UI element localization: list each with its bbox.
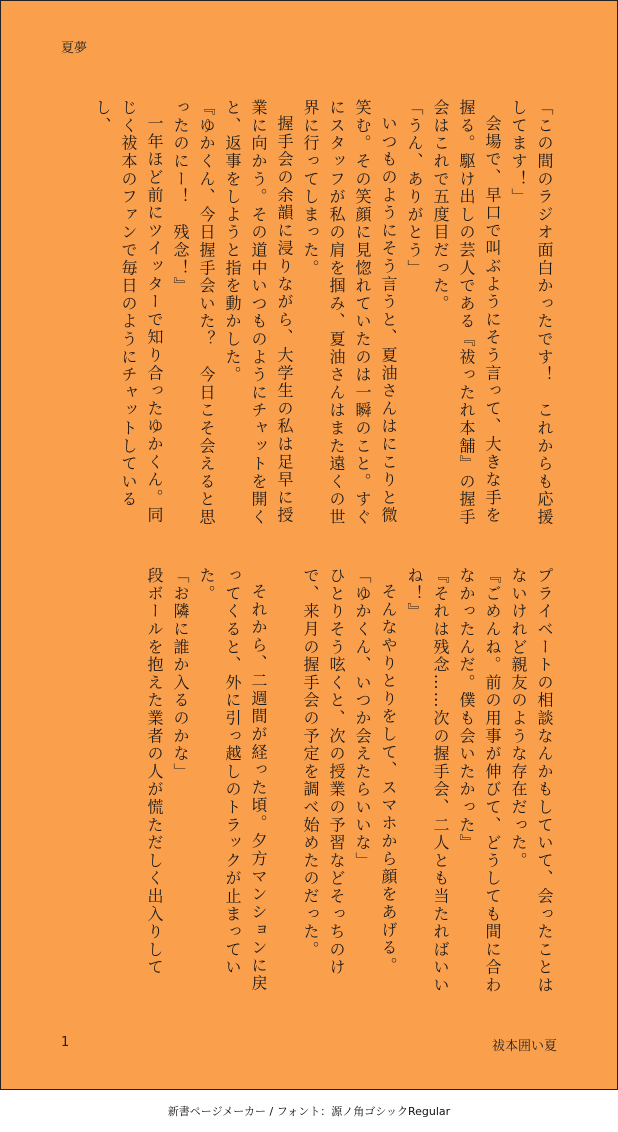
paragraph: そんなやりとりをして、スマホから顔をあげる。 [379, 583, 398, 975]
paragraph: それから、二週間が経った頃。夕方マンションに戻ってくると、外に引っ越しのトラックが止まっていた。 [197, 567, 268, 993]
paragraph: 段ボールを抱えた業者の人が慌ただしく出入りして [145, 567, 164, 977]
blank-line [271, 567, 297, 1005]
book-title: 祓本囲い夏 [491, 1039, 557, 1054]
paragraph: ひとりそう呟くと、次の授業の予習などそっちのけで、来月の握手会の予定を調べ始めたのだった。 [301, 567, 346, 977]
paragraph: 握手会の余韻に浸りながら、大学生の私は足早に授業に向かう。その道中いつものようにチャットを開くと、返事をしようと指を動かした。 [223, 99, 294, 527]
paragraph: 「うん、ありがとう」 [405, 99, 424, 277]
text-block-lower [59, 567, 557, 1005]
chapter-title: 夏夢 [61, 41, 88, 56]
paragraph: 「ゆかくん、いつか会えたらいいな」 [353, 567, 372, 870]
paragraph: 「この間のラジオ面白かったです！ これからも応援してます！」 [509, 99, 554, 527]
paragraph: 『ごめんね。前の用事が伸びて、どうしても間に合わなかったんだ。僕も会いたかった』 [457, 567, 502, 995]
generator-credit: 新書ページメーカー / フォント：源ノ角ゴシックRegular [167, 1105, 451, 1118]
text-block-upper [59, 99, 557, 531]
paragraph: 一年ほど前にツイッターで知り合ったゆかくん。同じく祓本のファンで毎日のようにチャットしているし、 [93, 99, 164, 525]
paragraph: 『ゆかくん、今日握手会いた？ 今日こそ会えると思ったのにー！ 残念！』 [171, 99, 216, 527]
paragraph: プライベートの相談なんかもしていて、会ったことはないけれど親友のような存在だった。 [509, 567, 554, 995]
paragraph: いつものようにそう言うと、夏油さんはにこりと微笑む。その笑顔に見惚れていたのは一瞬のこと。すぐにスタッフが私の肩を掴み、夏油さんはまた遠くの世界に行ってしまった。 [301, 99, 398, 527]
paragraph: 会場で、早口で叫ぶようにそう言って、大きな手を握る。駆け出しの芸人である『祓ったれ本舗』の握手会はこれで五度目だった。 [431, 99, 502, 527]
page-number: 1 [61, 1035, 70, 1050]
paragraph: 「お隣に誰か入るのかな」 [171, 567, 190, 781]
paragraph: 『それは残念……次の握手会、二人とも当たればいいね！』 [405, 567, 450, 995]
